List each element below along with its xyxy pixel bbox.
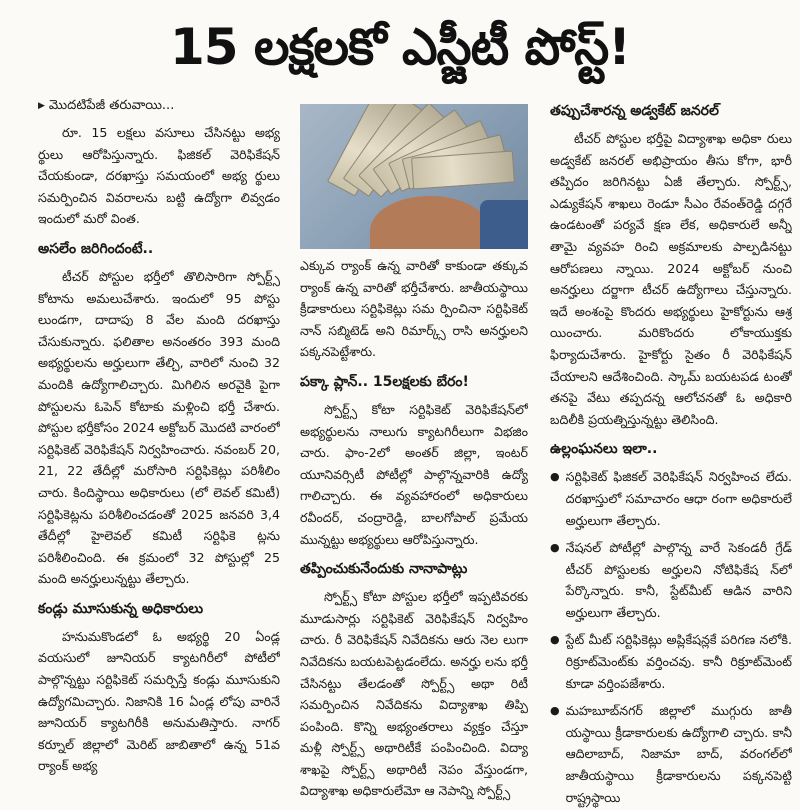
subheading: తప్పించుకునేందుకు నానాపాట్లు bbox=[300, 561, 468, 578]
subheading: తప్పుచేశారన్న అడ్వకేట్ జనరల్ bbox=[550, 103, 719, 119]
violation-text: నేషనల్ పోటీల్లో పాల్గొన్న వారే సెకండరీ గ్రేడ్ టీచర్ పోస్టులకు అర్హులని నోటిఫికేష న్‌లో పేర్కొన్నారు. కానీ, స్టేట్‌మీట్ ఆడిన వారిని అర్హులుగా తేల్చారు. bbox=[565, 540, 792, 620]
bullet-icon: ● bbox=[550, 541, 560, 555]
hand bbox=[370, 196, 490, 249]
violation-item bbox=[550, 700, 792, 810]
paragraph: హనుమకొండలో ఓ అభ్యర్థి 20 ఏండ్ల వయసులో జూనియర్ క్యాటగిరీలో పోటీలో పాల్గొన్నట్టు సర్టిఫికెట్ సమర్పిస్తే కండ్లు మూసుకుని ఉద్యోగమిచ్చారు. నిజానికి 16 ఏండ్ల లోపు వారినే జూనియర్ క్యాటగిరీకి అనుమతిస్తారు. నాగర్ కర్నూల్ జిల్లాలో మెరిట్ జాబితాలో ఉన్న 51వ ర్యాంక్ అభ్య bbox=[38, 628, 280, 774]
headline: 15 లక్షలకో ఎస్జీటీ పోస్ట్! bbox=[170, 18, 630, 76]
violation-item bbox=[550, 629, 792, 700]
violation-text: మహబూబ్‌నగర్ జిల్లాలో ముగ్గురు జాతీ యస్థాయి క్రీడాకారులకు ఉద్యోగాలి చ్చారు. కానీ ఆదిలాబాద్, నిజామా బాద్, వరంగల్‌లో జాతీయస్థాయి క్రీడాకారులను పక్కనపెట్టి రాష్ట్రస్థాయి bbox=[565, 703, 792, 805]
subheading: ఉల్లంఘనలు ఇలా.. bbox=[550, 441, 658, 458]
column-left bbox=[38, 96, 280, 810]
violation-item bbox=[550, 537, 792, 629]
paragraph: ఎక్కువ ర్యాంక్ ఉన్న వారితో కాకుండా తక్కువ ర్యాంక్ ఉన్న వారితో భర్తీచేశారు. జాతీయస్థాయి క్రీడాకారులు సర్టిఫికెట్లు సమ ర్పించినా సర్టిఫికెట్ నాన్ సబ్మిటెడ్ అని రిమార్క్స్ రాసి అనర్హులని పక్కనపెట్టేశారు. bbox=[300, 258, 528, 360]
violation-item bbox=[550, 466, 792, 537]
paragraph: రూ. 15 లక్షలు వసూలు చేసినట్టు అభ్య ర్థులు ఆరోపిస్తున్నారు. ఫిజికల్ వెరిఫికేషన్ చేయకుండా, దరఖాస్తు సమయంలో అభ్య ర్థులు సమర్పించిన వివరాలను బట్టి ఉద్యోగా లివ్వడం ఇందులో మరో వింత. bbox=[38, 125, 280, 227]
subheading: పక్కా ప్లాన్.. 15లక్షలకు బేరం! bbox=[300, 373, 469, 390]
kicker-text: మొదటిపేజీ తరువాయి... bbox=[48, 98, 175, 113]
paragraph: స్పోర్ట్స్ కోటా సర్టిఫికెట్ వెరిఫికేషన్‌లో అభ్యర్థులను నాలుగు క్యాటగిరీలుగా విభజిం చారు. ఫాం-2లో అంతర్ జిల్లా, ఇంటర్ యూనివర్సిటీ పోటీల్లో పాల్గొన్నవారికి ఉద్యో గాలిచ్చారు. ఈ వ్యవహారంలో అధికారులు రవీందర్, చంద్రారెడ్డి, బాలగోపాల్ ప్రమేయ మున్నట్టు అభ్యర్థులు ఆరోపిస్తున్నారు. bbox=[300, 401, 528, 547]
sleeve bbox=[480, 200, 528, 249]
bullet-icon: ● bbox=[550, 704, 560, 718]
continuation-kicker bbox=[38, 96, 280, 116]
subheading: అసలేం జరిగిందంటే.. bbox=[38, 240, 154, 257]
column-right bbox=[550, 96, 792, 810]
paragraph: టీచర్ పోస్టుల భర్తీపై విద్యాశాఖ అధికా రులు అడ్వకేట్ జనరల్ అభిప్రాయం తీసు కోగా, భారీ తప్పిదం జరిగినట్టు ఏజీ తేల్చారు. స్పోర్ట్స్, ఎడ్యుకేషన్ శాఖలు రెండూ సీఎం రేవంత్‌రెడ్డి దగ్గరే ఉండటంతో పర్యవే క్షణ లేక, అధికారులే అన్నీ తామై వ్యవహ రించి అక్రమాలకు పాల్పడినట్టు ఆరోపణలు న్నాయి. 2024 అక్టోబర్ నుంచి అనర్హులు దర్జాగా టీచర్ ఉద్యోగాలు చేస్తున్నారు. ఇదే అంశంపై కొందరు అభ్యర్థులు హైకోర్టును ఆశ్ర యించారు. మరికొందరు లోకాయుక్తకు ఫిర్యాదుచేశారు. హైకోర్టు సైతం రీ వెరిఫికేషన్ చేయాలని ఆదేశించింది. స్కామ్ బయటపడ టంతో తనపై వేటు తప్పదన్న ఆలోచనతో ఓ అధికారి బదిలీకి ప్రయత్నిస్తున్నట్టు తెలిసింది. bbox=[550, 131, 792, 427]
paragraph: స్పోర్ట్స్ కోటా పోస్టుల భర్తీలో ఇప్పటివరకు మూడుసార్లు సర్టిఫికెట్ వెరిఫికేషన్ నిర్వహిం చారు. రీ వెరిఫికేషన్ నివేదికను ఆరు నెల లుగా నివేదికను బయటపెట్టడంలేదు. అనర్హు లను భర్తీ చేసినట్టు తేలడంతో స్పోర్ట్స్ అథా రిటీ సమర్పించిన నివేదికను విద్యాశాఖ తిప్పి పంపింది. కొన్ని అభ్యంతరాలు వ్యక్తం చేస్తూ మళ్లీ స్పోర్ట్స్ అథారిటీకే పంపించింది. విద్యా శాఖపై స్పోర్ట్స్ అథారిటీ నెపం వేస్తుండగా, విద్యాశాఖ అధికారులేమో ఆ నెపాన్ని స్పోర్ట్స్ bbox=[300, 589, 528, 799]
subheading: కండ్లు మూసుకున్న అధికారులు bbox=[38, 600, 204, 617]
bullet-icon: ● bbox=[550, 470, 560, 484]
bullet-icon: ● bbox=[550, 633, 560, 647]
paragraph: టీచర్ పోస్టుల భర్తీలో తొలిసారిగా స్పోర్ట్స్ కోటాను అమలుచేశారు. ఇందులో 95 పోస్టు లుండగా, దాదాపు 8 వేల మంది దరఖాస్తు చేసుకున్నారు. ఫలితాల అనంతరం 393 మంది అభ్యర్థులను అర్హులుగా తేల్చి, వారిలో నుంచి 32 మందికి ఉద్యోగాలిచ్చారు. మిగిలిన అరవైకి పైగా పోస్టులను ఓపెన్ కోటాకు మళ్లించి భర్తీ చేశారు. పోస్టుల భర్తీకోసం 2024 అక్టోబర్ మొదటి వారంలో సర్టిఫికెట్ వెరిఫికేషన్ నిర్వహించారు. నవంబర్ 20, 21, 22 తేదీల్లో మరోసారి సర్టిఫికెట్లు పరిశీలిం చారు. కిందిస్థాయి అధికారులు (లో లెవల్ కమిటీ) సర్టిఫికెట్లను పరిశీలించడంతో 2025 జనవరి 3,4 తేదీల్లో హైలెవల్ కమిటీ సర్టిఫికె ట్లను పరిశీలించింది. ఈ క్రమంలో 32 పోస్టుల్లో 25 మంది అనర్హులున్నట్టు తేల్చారు. bbox=[38, 268, 280, 587]
triangle-right-icon: ▶ bbox=[38, 101, 45, 111]
violation-text: సర్టిఫికెట్ ఫిజికల్ వెరిఫికేషన్ నిర్వహించ లేదు. దరఖాస్తులో సమాచారం ఆధా రంగా అధికారులే అర్హులుగా తేల్చారు. bbox=[565, 469, 792, 528]
violation-text: స్టేట్ మీట్ సర్టిఫికెట్లు అప్లికేషన్లకే పరిగణ నలోకి. రిక్రూట్‌మెంట్‌కు వర్తించవు. కానీ రిక్రూట్‌మెంట్ కూడా వర్తింపజేశారు. bbox=[565, 632, 792, 691]
column-middle bbox=[300, 104, 528, 810]
banknote bbox=[411, 150, 515, 189]
money-photo bbox=[300, 104, 528, 249]
